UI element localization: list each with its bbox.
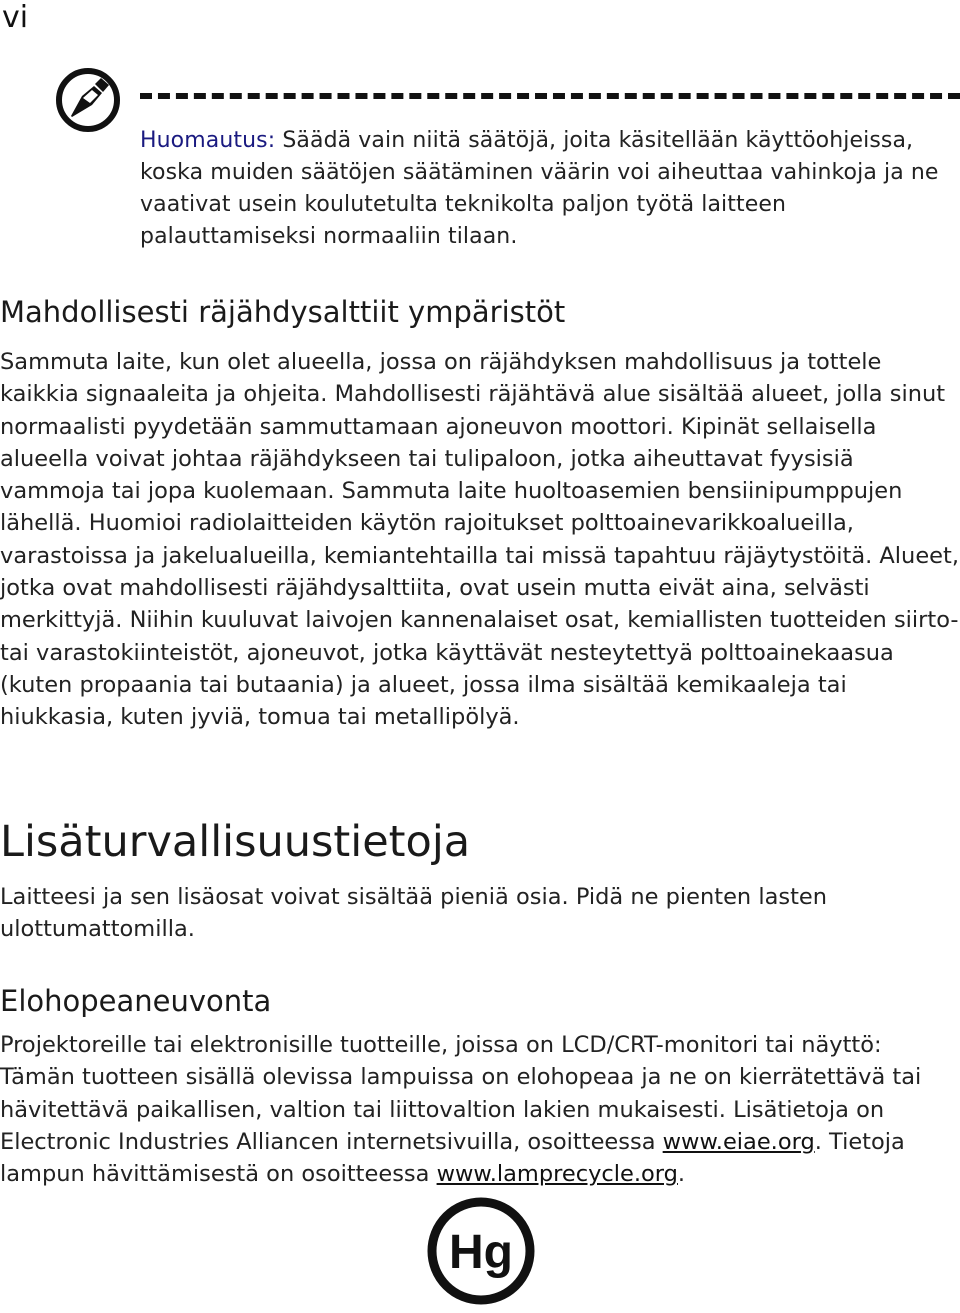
mercury-text-part3: . <box>677 1161 686 1188</box>
section-paragraph-explosive: Sammuta laite, kun olet alueella, jossa on räjähdyksen mahdollisuus ja tottele kaikkia signaaleita ja ohjeita. Mahdollisesti räjähtävä alue sisältää alueet, jolla sinut normaalisti pyydetään sammuttamaan ajoneuvon moottori. Kipinät sellaisella alueella voivat johtaa räjähdykseen tai tulipaloon, jotka aiheuttavat fyysisiä vammoja tai jopa kuolemaan. Sammuta laite huoltoasemien bensiinipumppujen lähellä. Huomioi radiolaitteiden käytön rajoitukset polttoainevarikkoalueilla, varastoissa ja jakelualueilla, kemiantehtailla tai missä tapahtuu räjäytystöitä. Alueet, jotka ovat mahdollisesti räjähdysalttiita, ovat usein mutta eivät aina, selvästi merkittyjä. Niihin kuuluvat laivojen kannenalaiset osat, kemiallisten tuotteiden siirto- tai varastokiinteistöt, ajoneuvot, jotka käyttävät nesteytettyä polttoainekaasua (kuten propaania tai butaania) ja alueet, jossa ilma sisältää kemikaaleja tai hiukkasia, kuten jyviä, tomua tai metallipölyä. <box>0 349 959 731</box>
page-number: vi <box>2 0 29 35</box>
section-heading-mercury: Elohopeaneuvonta <box>0 984 272 1018</box>
note-text: Säädä vain niitä säätöjä, joita käsitellään käyttöohjeissa, koska muiden säätöjen säätäminen väärin voi aiheuttaa vahinkoja ja ne vaativat usein koulutetulta teknikolta paljon työtä laitteen palauttamiseksi normaaliin tilaan. <box>140 128 939 249</box>
note-divider <box>140 93 960 99</box>
mercury-text-part2: . Tietoja lampun hävittämisestä on osoitteessa <box>0 1128 905 1188</box>
note-label: Huomautus: <box>140 128 276 153</box>
eiae-link[interactable]: www.eiae.org <box>662 1128 815 1155</box>
mercury-hg-icon <box>426 1196 536 1306</box>
section-paragraph-safety: Laitteesi ja sen lisäosat voivat sisältää pieniä osia. Pidä ne pienten lasten ulottumattomilla. <box>0 884 828 943</box>
hg-symbol-label: Hg <box>449 1226 513 1279</box>
lamprecycle-link[interactable]: www.lamprecycle.org <box>436 1161 678 1188</box>
note-block <box>140 125 940 253</box>
mercury-text-part1: Projektoreille tai elektronisille tuotteille, joissa on LCD/CRT-monitori tai näyttö: Tämän tuotteen sisällä olevissa lampuissa on elohopeaa ja ne on kierrätettävä tai hävitettävä paikallisen, valtion tai liittovaltion lakien mukaisesti. Lisätietoja on Electronic Industries Alliancen internetsivuilla, osoitteessa <box>0 1032 922 1155</box>
section-heading-explosive: Mahdollisesti räjähdysalttiit ympäristöt <box>0 295 566 329</box>
note-pen-icon <box>54 66 122 134</box>
page-title: Lisäturvallisuustietoja <box>0 817 471 867</box>
section-paragraph-mercury <box>0 1029 960 1190</box>
